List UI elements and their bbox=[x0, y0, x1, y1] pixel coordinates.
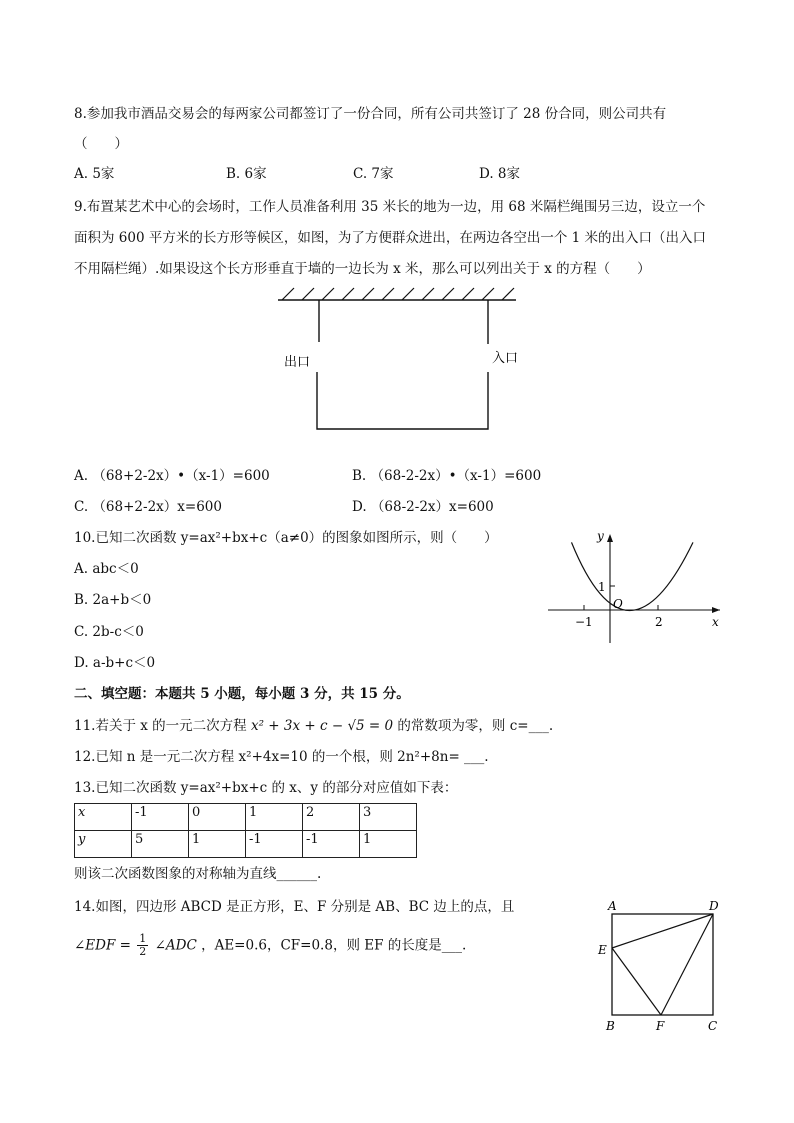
q9-stem-line1: 9.布置某艺术中心的会场时，工作人员准备利用 35 米长的地为一边，用 68 米隔栏绳围另三边，设立一个 bbox=[74, 199, 706, 215]
section-fill-in-blank-header: 二、填空题：本题共 5 小题，每小题 3 分，共 15 分。 bbox=[74, 686, 410, 702]
q13-stem: 13.已知二次函数 y=ax²+bx+c 的 x、y 的部分对应值如下表： bbox=[74, 780, 458, 796]
parabola-curve bbox=[572, 542, 694, 610]
q9-option-b: B. （68-2-2x）•（x-1）=600 bbox=[352, 468, 542, 484]
table-cell: 3 bbox=[360, 804, 417, 831]
q14-angle-right: ∠ADC bbox=[154, 937, 197, 954]
q14-line2 bbox=[74, 930, 466, 960]
vertex-label-a: A bbox=[608, 899, 617, 913]
tick-label-neg-one: −1 bbox=[575, 615, 593, 629]
tick-label-two: 2 bbox=[655, 615, 663, 629]
exit-label: 出口 bbox=[284, 355, 311, 370]
vertex-label-c: C bbox=[708, 1019, 718, 1033]
tick-label-one: 1 bbox=[598, 580, 606, 594]
q9-stem-line2: 面积为 600 平方米的长方形等候区，如图，为了方便群众进出，在两边各空出一个 1 米的出入口（出入口 bbox=[74, 230, 707, 246]
q8-option-c: C. 7家 bbox=[353, 166, 394, 182]
q14-fraction bbox=[137, 933, 148, 958]
q8-option-d: D. 8家 bbox=[479, 166, 521, 182]
table-cell: 1 bbox=[360, 831, 417, 858]
q14-line2-rest: ，AE=0.6，CF=0.8，则 EF 的长度是___. bbox=[201, 937, 467, 954]
table-cell: 1 bbox=[189, 831, 246, 858]
q11-text-before: 11.若关于 x 的一元二次方程 bbox=[74, 718, 247, 734]
vertex-label-b: B bbox=[606, 1019, 615, 1033]
vertex-label-e: E bbox=[598, 943, 607, 957]
q9-figure bbox=[270, 284, 530, 434]
q14-fraction-denominator: 2 bbox=[139, 945, 147, 958]
origin-label: O bbox=[613, 597, 623, 611]
q14-angle-left: ∠EDF = bbox=[74, 937, 131, 954]
vertex-label-f: F bbox=[656, 1019, 665, 1033]
q10-option-d: D. a-b+c＜0 bbox=[74, 655, 156, 671]
table-cell: 0 bbox=[189, 804, 246, 831]
q8-option-a: A. 5家 bbox=[74, 166, 115, 182]
entrance-label: 入口 bbox=[492, 351, 519, 366]
q14-fraction-numerator: 1 bbox=[139, 932, 147, 945]
q8-stem-line1: 8.参加我市酒品交易会的每两家公司都签订了一份合同，所有公司共签订了 28 份合同，则公司共有 bbox=[74, 106, 667, 122]
table-cell: 5 bbox=[132, 831, 189, 858]
x-axis-label: x bbox=[712, 615, 719, 629]
vertex-label-d: D bbox=[709, 899, 719, 913]
q11-equation: x² + 3x + c − √5 = 0 bbox=[250, 718, 394, 734]
q10-stem: 10.已知二次函数 y=ax²+bx+c（a≠0）的图象如图所示，则（ ） bbox=[74, 530, 498, 546]
q10-option-a: A. abc＜0 bbox=[74, 561, 139, 577]
q9-option-c: C. （68+2-2x）x=600 bbox=[74, 499, 222, 515]
segment-ef bbox=[612, 948, 661, 1015]
table-row-y bbox=[75, 831, 417, 858]
table-cell: 2 bbox=[303, 804, 360, 831]
q10-parabola-figure bbox=[540, 528, 730, 648]
fence-rope bbox=[317, 300, 488, 429]
q10-option-b: B. 2a+b＜0 bbox=[74, 592, 152, 608]
q9-option-a: A. （68+2-2x）•（x-1）=600 bbox=[74, 468, 270, 484]
y-axis-arrow bbox=[607, 534, 613, 542]
table-cell: x bbox=[75, 804, 132, 831]
x-axis-arrow bbox=[712, 607, 720, 613]
y-axis-label: y bbox=[597, 529, 604, 543]
table-cell: -1 bbox=[246, 831, 303, 858]
q11-line bbox=[74, 718, 553, 734]
wall-hatching bbox=[278, 288, 516, 300]
table-cell: -1 bbox=[303, 831, 360, 858]
table-row-x bbox=[75, 804, 417, 831]
q11-text-after: 的常数项为零，则 c=___. bbox=[397, 718, 554, 734]
q13-after: 则该二次函数图象的对称轴为直线______. bbox=[74, 866, 322, 882]
q8-option-b: B. 6家 bbox=[226, 166, 267, 182]
table-cell: y bbox=[75, 831, 132, 858]
square-abcd bbox=[612, 914, 713, 1015]
q9-option-d: D. （68-2-2x）x=600 bbox=[352, 499, 494, 515]
q14-line1: 14.如图，四边形 ABCD 是正方形，E、F 分别是 AB、BC 边上的点，且 bbox=[74, 899, 515, 915]
table-cell: -1 bbox=[132, 804, 189, 831]
q12-line: 12.已知 n 是一元二次方程 x²+4x=10 的一个根，则 2n²+8n= ___. bbox=[74, 749, 489, 765]
q10-option-c: C. 2b-c＜0 bbox=[74, 624, 144, 640]
q8-stem-line2: （ ） bbox=[74, 136, 128, 152]
q14-square-figure bbox=[596, 896, 726, 1036]
table-cell: 1 bbox=[246, 804, 303, 831]
q9-stem-line3: 不用隔栏绳）.如果设这个长方形垂直于墙的一边长为 x 米，那么可以列出关于 x 的方程（ ） bbox=[74, 261, 651, 277]
q13-value-table bbox=[74, 803, 417, 858]
